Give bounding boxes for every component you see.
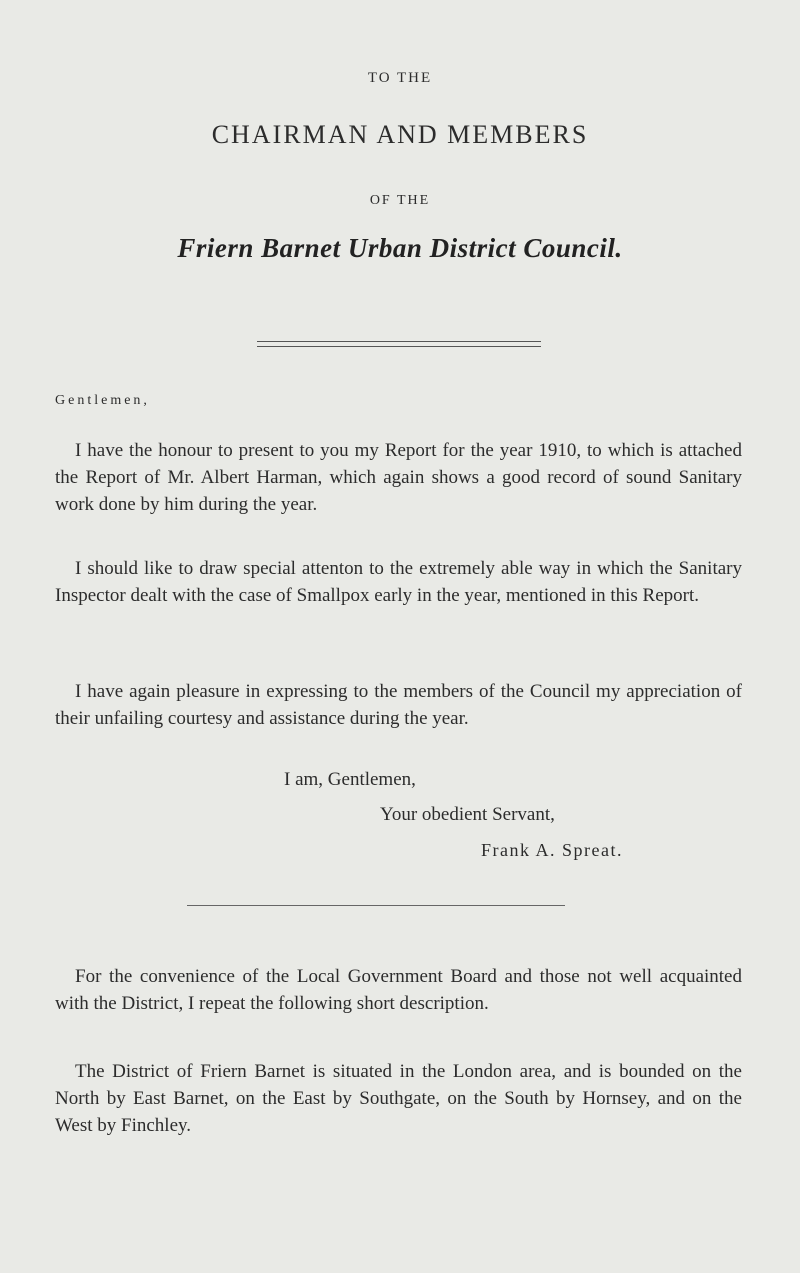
letter-paragraph-3: I have again pleasure in expressing to the members of the Council my appreciation of their unfailing courtesy and assistance during the year. (55, 681, 742, 729)
single-rule-divider (187, 905, 565, 906)
council-name: Friern Barnet Urban District Council. (177, 233, 623, 263)
salutation: Gentlemen, (55, 393, 150, 408)
double-rule-divider (257, 341, 541, 347)
description-paragraph-1: For the convenience of the Local Government Board and those not well acquainted with the District, I repeat the following short description. (55, 966, 742, 1014)
closing-line-1: I am, Gentlemen, (284, 769, 416, 790)
signature: Frank A. Spreat. (481, 840, 623, 860)
to-the-line: TO THE (367, 70, 433, 86)
letter-paragraph-2: I should like to draw special attenton to the extremely able way in which the Sanitary Inspector dealt with the case of Smallpox early in the year, mentioned in this Report. (55, 558, 742, 606)
description-paragraph-2: The District of Friern Barnet is situated in the London area, and is bounded on the North by East Barnet, on the East by Southgate, on the South by Hornsey, and on the West by Finchley. (55, 1061, 742, 1136)
addressee-heading: CHAIRMAN AND MEMBERS (211, 120, 589, 149)
letter-paragraph-1: I have the honour to present to you my Report for the year 1910, to which is attached the Report of Mr. Albert Harman, which again shows a good record of sound Sanitary work done by him during the year. (55, 440, 742, 515)
of-the-line: OF THE (369, 193, 431, 208)
closing-line-2: Your obedient Servant, (380, 804, 555, 825)
